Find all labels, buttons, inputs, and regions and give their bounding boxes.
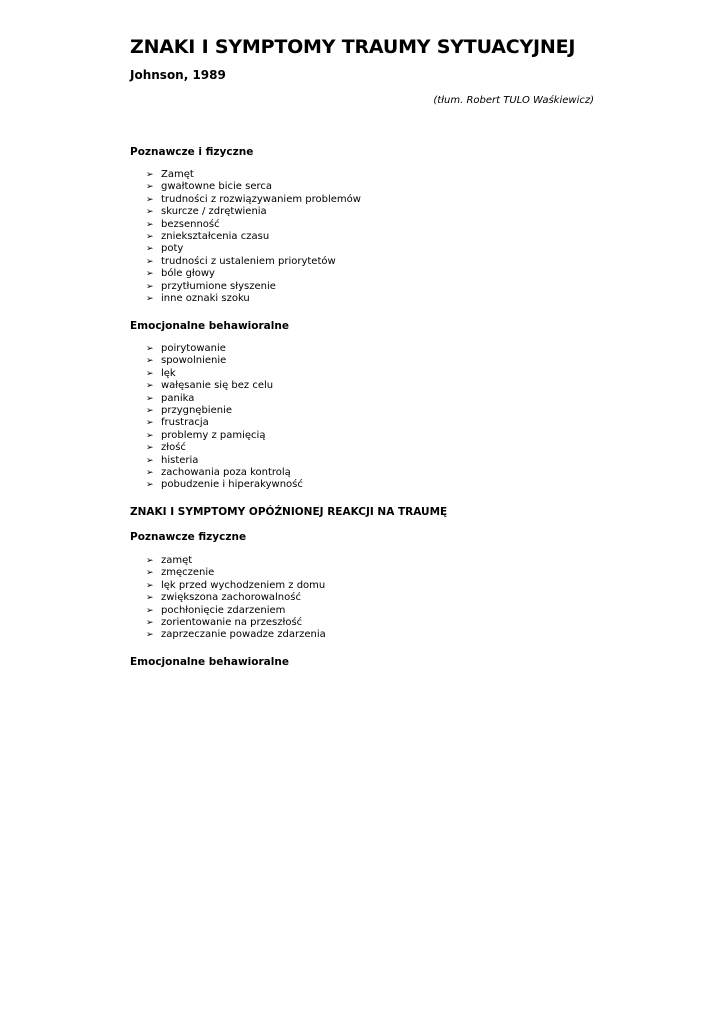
arrowhead-bullet-icon: ➢ — [146, 418, 154, 429]
arrowhead-bullet-icon: ➢ — [146, 467, 154, 478]
list-item-text: bezsenność — [161, 218, 220, 230]
list-item-text: wałęsanie się bez celu — [161, 380, 274, 392]
list-item — [146, 467, 303, 479]
list-item — [146, 355, 303, 367]
arrowhead-bullet-icon: ➢ — [146, 194, 154, 205]
list-item — [146, 417, 303, 429]
list-item-text: trudności z rozwiązywaniem problemów — [161, 193, 361, 205]
document-author: Johnson, 1989 — [130, 68, 226, 82]
list-item — [146, 592, 326, 604]
arrowhead-bullet-icon: ➢ — [146, 393, 154, 404]
list-item-text: złość — [161, 442, 186, 454]
arrowhead-bullet-icon: ➢ — [146, 244, 154, 255]
arrowhead-bullet-icon: ➢ — [146, 455, 154, 466]
list-item — [146, 219, 361, 231]
list-item — [146, 455, 303, 467]
arrowhead-bullet-icon: ➢ — [146, 568, 154, 579]
arrowhead-bullet-icon: ➢ — [146, 630, 154, 641]
list-item — [146, 206, 361, 218]
list-item-text: inne oznaki szoku — [161, 292, 250, 304]
list-item — [146, 555, 326, 567]
list-item — [146, 380, 303, 392]
arrowhead-bullet-icon: ➢ — [146, 293, 154, 304]
arrowhead-bullet-icon: ➢ — [146, 580, 154, 591]
section-heading-delayed-emotional-behavioral: Emocjonalne behawioralne — [130, 656, 289, 668]
list-item — [146, 293, 361, 305]
list-item-text: pochłonięcie zdarzeniem — [161, 604, 286, 616]
list-item-text: trudności z ustaleniem priorytetów — [161, 255, 336, 267]
list-item-text: poty — [161, 243, 184, 255]
list-item — [146, 442, 303, 454]
list-item-text: zamęt — [161, 555, 193, 566]
list-item-text: spowolnienie — [161, 355, 227, 367]
list-item-text: bóle głowy — [161, 268, 215, 280]
arrowhead-bullet-icon: ➢ — [146, 356, 154, 367]
list-item — [146, 368, 303, 380]
arrowhead-bullet-icon: ➢ — [146, 430, 154, 441]
arrowhead-bullet-icon: ➢ — [146, 344, 154, 354]
list-item — [146, 405, 303, 417]
arrowhead-bullet-icon: ➢ — [146, 443, 154, 454]
section-heading-cognitive-physical: Poznawcze i fizyczne — [130, 146, 254, 158]
arrowhead-bullet-icon: ➢ — [146, 480, 154, 491]
symptom-list-emotional-behavioral — [146, 343, 303, 492]
list-item — [146, 617, 326, 629]
list-item — [146, 169, 361, 181]
arrowhead-bullet-icon: ➢ — [146, 556, 154, 566]
list-item-text: zorientowanie na przeszłość — [161, 616, 303, 628]
symptom-list-cognitive-physical — [146, 169, 361, 305]
arrowhead-bullet-icon: ➢ — [146, 605, 154, 616]
list-item — [146, 605, 326, 617]
list-item — [146, 479, 303, 491]
list-item-text: skurcze / zdrętwienia — [161, 206, 267, 218]
arrowhead-bullet-icon: ➢ — [146, 405, 154, 416]
list-item — [146, 393, 303, 405]
list-item-text: gwałtowne bicie serca — [161, 181, 272, 193]
arrowhead-bullet-icon: ➢ — [146, 182, 154, 193]
document-title: ZNAKI I SYMPTOMY TRAUMY SYTUACYJNEJ — [130, 36, 576, 58]
list-item-text: przygnębienie — [161, 404, 233, 416]
list-item-text: frustracja — [161, 417, 209, 429]
list-item — [146, 281, 361, 293]
list-item — [146, 629, 326, 641]
section-heading-delayed-cognitive-physical: Poznawcze fizyczne — [130, 531, 247, 543]
arrowhead-bullet-icon: ➢ — [146, 269, 154, 280]
arrowhead-bullet-icon: ➢ — [146, 219, 154, 230]
arrowhead-bullet-icon: ➢ — [146, 170, 154, 180]
list-item-text: panika — [161, 392, 195, 404]
list-item-text: lęk przed wychodzeniem z domu — [161, 579, 326, 591]
translator-credit: (tłum. Robert TULO Waśkiewicz) — [433, 95, 594, 106]
section-heading-emotional-behavioral: Emocjonalne behawioralne — [130, 320, 289, 332]
arrowhead-bullet-icon: ➢ — [146, 368, 154, 379]
list-item-text: zaprzeczanie powadze zdarzenia — [161, 629, 326, 641]
list-item — [146, 181, 361, 193]
list-item — [146, 231, 361, 243]
section-heading-delayed-reaction: ZNAKI I SYMPTOMY OPÓŹNIONEJ REAKCJI NA TRAUMĘ — [130, 506, 448, 518]
arrowhead-bullet-icon: ➢ — [146, 281, 154, 292]
list-item — [146, 580, 326, 592]
arrowhead-bullet-icon: ➢ — [146, 617, 154, 628]
list-item-text: poirytowanie — [161, 343, 226, 354]
list-item-text: zmęczenie — [161, 567, 215, 579]
arrowhead-bullet-icon: ➢ — [146, 381, 154, 392]
list-item-text: zachowania poza kontrolą — [161, 466, 291, 478]
list-item-text: zniekształcenia czasu — [161, 230, 270, 242]
symptom-list-delayed-cognitive-physical — [146, 555, 326, 642]
list-item-text: histeria — [161, 454, 199, 466]
list-item — [146, 343, 303, 355]
list-item — [146, 268, 361, 280]
arrowhead-bullet-icon: ➢ — [146, 207, 154, 218]
arrowhead-bullet-icon: ➢ — [146, 256, 154, 267]
list-item — [146, 430, 303, 442]
list-item — [146, 243, 361, 255]
list-item-text: problemy z pamięcią — [161, 429, 266, 441]
list-item-text: przytłumione słyszenie — [161, 280, 276, 292]
list-item-text: lęk — [161, 367, 176, 379]
list-item — [146, 194, 361, 206]
list-item — [146, 256, 361, 268]
list-item-text: pobudzenie i hiperakywność — [161, 479, 303, 491]
arrowhead-bullet-icon: ➢ — [146, 593, 154, 604]
arrowhead-bullet-icon: ➢ — [146, 231, 154, 242]
list-item-text: Zamęt — [161, 169, 194, 180]
list-item-text: zwiększona zachorowalność — [161, 592, 301, 604]
list-item — [146, 567, 326, 579]
